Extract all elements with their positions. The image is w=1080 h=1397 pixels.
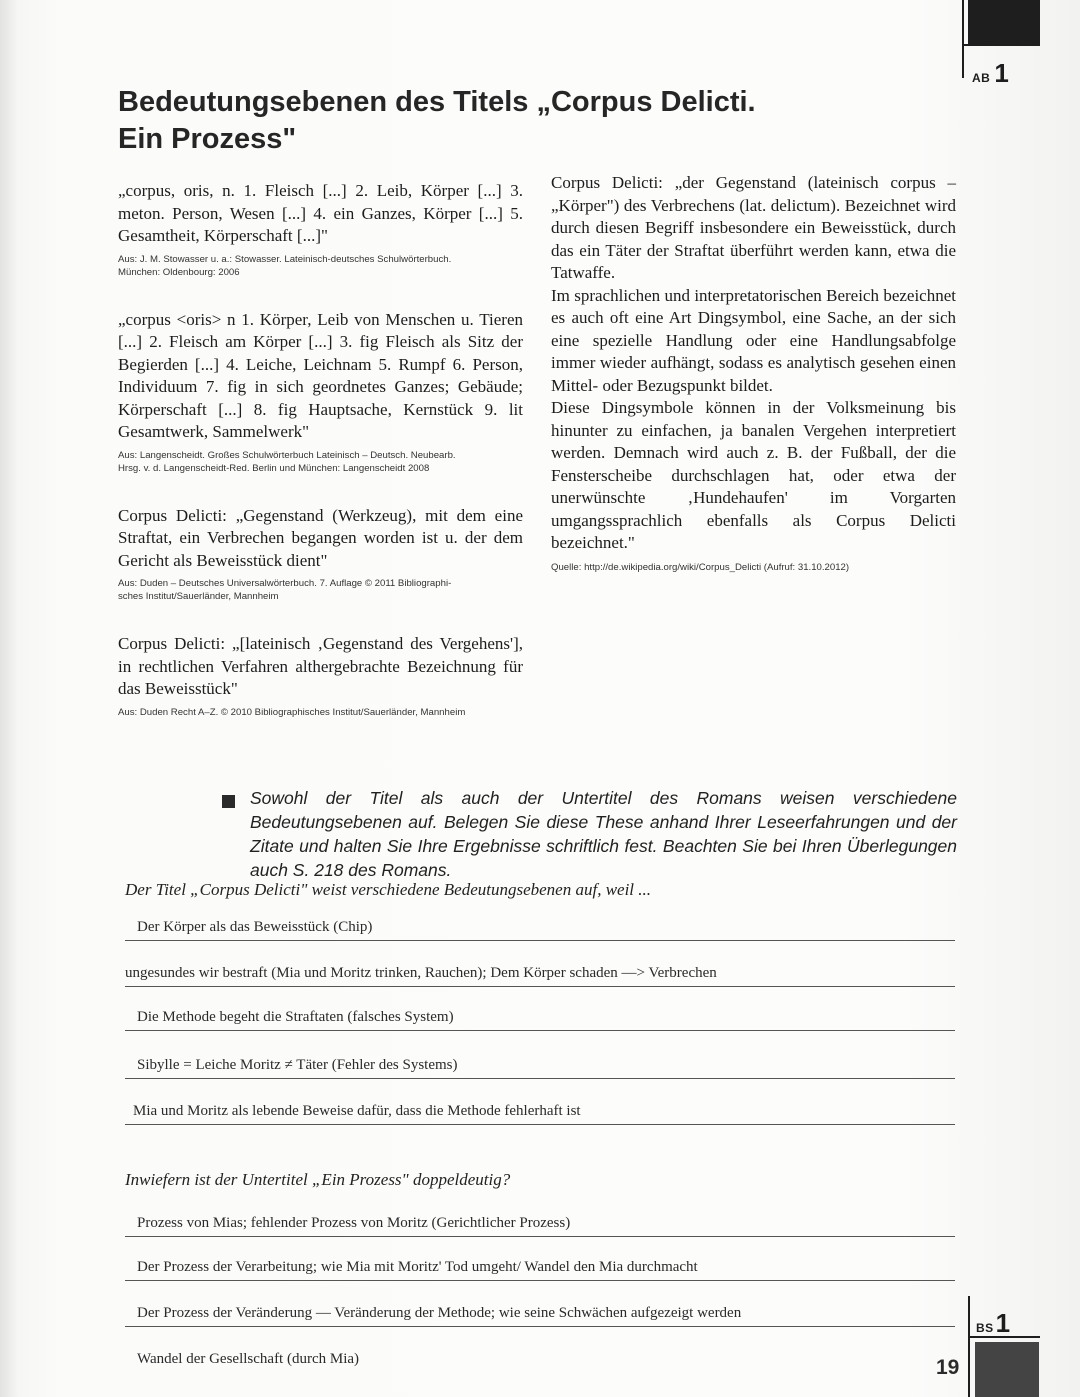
wiki-source: Quelle: http://de.wikipedia.org/wiki/Corpus_Delicti (Aufruf: 31.10.2012) [551, 561, 850, 573]
square-bullet-icon [222, 795, 235, 808]
dictionary-entries-column [118, 180, 523, 719]
answer-line[interactable] [125, 1254, 955, 1281]
answer-line[interactable] [125, 1052, 955, 1079]
dictionary-entry [118, 505, 523, 604]
margin-rule-top [962, 0, 964, 78]
title-line-2: Ein Prozess" [118, 123, 297, 155]
answer-line[interactable] [125, 1346, 955, 1373]
bs-text: BS [976, 1321, 994, 1335]
handwritten-answer: Der Prozess der Verarbeitung; wie Mia mit Moritz' Tod umgeht/ Wandel den Mia durchmacht [137, 1259, 698, 1275]
ab-text: AB [972, 71, 991, 85]
dictionary-entry [118, 633, 523, 719]
entry-source-line: München: Oldenbourg: 2006 [118, 266, 240, 278]
worksheet-title [118, 84, 878, 158]
answer-line[interactable] [125, 1300, 955, 1327]
answer-line[interactable] [125, 1098, 955, 1125]
task-text: Sowohl der Titel als auch der Untertitel des Romans weisen verschiedene Bedeutungsebenen auf. Belegen Sie diese These anhand Ihrer Leseerfahrungen und der Zitate und halten Sie Ihre Ergebnisse schriftlich fest. Beachten Sie bei Ihren Überlegungen auch S. 218 des Romans. [250, 788, 957, 880]
answer-line[interactable] [125, 960, 955, 987]
handwritten-answer: Wandel der Gesellschaft (durch Mia) [137, 1351, 360, 1367]
entry-source [118, 253, 523, 279]
handwritten-answer: ungesundes wir bestraft (Mia und Moritz trinken, Rauchen); Dem Körper schaden —> Verbrechen [125, 965, 717, 981]
bs-number: 1 [995, 1308, 1011, 1338]
wikipedia-quote-column [551, 172, 956, 574]
margin-rule-bottom [968, 1296, 970, 1397]
task-block [222, 786, 957, 882]
handwritten-answer: Der Prozess der Veränderung — Veränderung der Methode; wie seine Schwächen aufgezeigt werden [137, 1305, 742, 1321]
entry-source [118, 449, 523, 475]
entry-text: Corpus Delicti: „Gegenstand (Werkzeug), mit dem eine Straftat, ein Verbrechen begangen worden ist u. der dem Gericht als Beweisstück dient" [118, 505, 523, 570]
handwritten-answer: Sibylle = Leiche Moritz ≠ Täter (Fehler des Systems) [137, 1057, 458, 1073]
handwritten-answer: Der Körper als das Beweisstück (Chip) [137, 919, 373, 935]
ab-label [972, 58, 1009, 89]
wiki-paragraph: Corpus Delicti: „der Gegenstand (lateinisch corpus – „Körper") des Verbrechens (lat. delictum). Bezeichnet wird durch diesen Begriff insbesondere ein Beweisstück, durch das ein Täter der Straftat überführt werden kann, etwa die Tatwaffe. [551, 173, 956, 282]
handwritten-answer: Mia und Moritz als lebende Beweise dafür, dass die Methode fehlerhaft ist [133, 1103, 581, 1119]
entry-source [118, 706, 523, 719]
question-title: Der Titel „Corpus Delicti" weist verschiedene Bedeutungsebenen auf, weil ... [125, 880, 652, 899]
entry-source-line: Hrsg. v. d. Langenscheidt-Red. Berlin und München: Langenscheidt 2008 [118, 462, 430, 474]
entry-source [118, 577, 523, 603]
answer-line[interactable] [125, 1210, 955, 1237]
entry-text: „corpus, oris, n. 1. Fleisch [...] 2. Leib, Körper [...] 3. meton. Person, Wesen [...] 4. ein Ganzes, Körper [...] 5. Gesamtheit, Körperschaft [...]" [118, 181, 523, 245]
wiki-paragraph: Im sprachlichen und interpretatorischen Bereich bezeichnet es auch oft eine Art Dingsymbol, eine Sache, an der sich eine spezielle Handlung oder eine Handlungsabfolge immer wieder aufhängt, sodass es analytisch gesehen einen Mittel- oder Bezugspunkt bildet. [551, 285, 956, 395]
page-shadow [0, 0, 18, 1397]
entry-source-line: Aus: J. M. Stowasser u. a.: Stowasser. Lateinisch-deutsches Schulwörterbuch. [118, 253, 452, 265]
register-tab-top [968, 0, 1040, 44]
title-line-1: Bedeutungsebenen des Titels „Corpus Delicti. [118, 86, 756, 118]
dictionary-entry [118, 309, 523, 475]
entry-text: „corpus <oris> n 1. Körper, Leib von Menschen u. Tieren [...] 2. Fleisch am Körper [...] 3. fig Fleisch als Sitz der Begierden [...] 4. Leiche, Leichnam 5. Rumpf 6. Person, Individuum 7. fig in sich geordnetes Ganzes; Gebäude; Körperschaft [...] 8. fig Hauptsache, Kernstück 9. lit Gesamtwerk, Sammelwerk" [118, 309, 523, 441]
handwritten-answer: Prozess von Mias; fehlender Prozess von Moritz (Gerichtlicher Prozess) [137, 1215, 571, 1231]
entry-source-line: Aus: Duden Recht A–Z. © 2010 Bibliographisches Institut/Sauerländer, Mannheim [118, 706, 466, 718]
answer-line[interactable] [125, 914, 955, 941]
register-tab-bottom [975, 1342, 1039, 1397]
handwritten-answer: Die Methode begeht die Straftaten (falsches System) [137, 1009, 454, 1025]
bs-label [976, 1308, 1010, 1339]
entry-source-line: Aus: Duden – Deutsches Universalwörterbuch. 7. Auflage © 2011 Bibliographi- [118, 578, 452, 589]
page-number: 19 [936, 1356, 960, 1379]
entry-source-line: Aus: Langenscheidt. Großes Schulwörterbuch Lateinisch – Deutsch. Neubearb. [118, 449, 456, 461]
entry-text: Corpus Delicti: „[lateinisch ‚Gegenstand des Vergehens'], in rechtlichen Verfahren althergebrachte Bezeichnung für das Beweisstück" [118, 634, 523, 698]
answer-line[interactable] [125, 1004, 955, 1031]
entry-source-line: sches Institut/Sauerländer, Mannheim [118, 591, 279, 602]
margin-rule-top-horizontal [962, 44, 1040, 46]
question-title: Inwiefern ist der Untertitel „Ein Prozess" doppeldeutig? [125, 1170, 511, 1189]
wiki-paragraph: Diese Dingsymbole können in der Volksmeinung bis hinunter zu einfachen, ja banalen Vergehen interpretiert werden. Demnach wird auch z. B. der Fußball, der die Fensterscheibe durchschlagen hat, oder etwa der unerwünschte ‚Hundehaufen' im Vorgarten umgangssprachlich ebenfalls als Corpus Delicti bezeichnet." [551, 398, 956, 552]
ab-number: 1 [994, 58, 1009, 88]
dictionary-entry [118, 180, 523, 279]
